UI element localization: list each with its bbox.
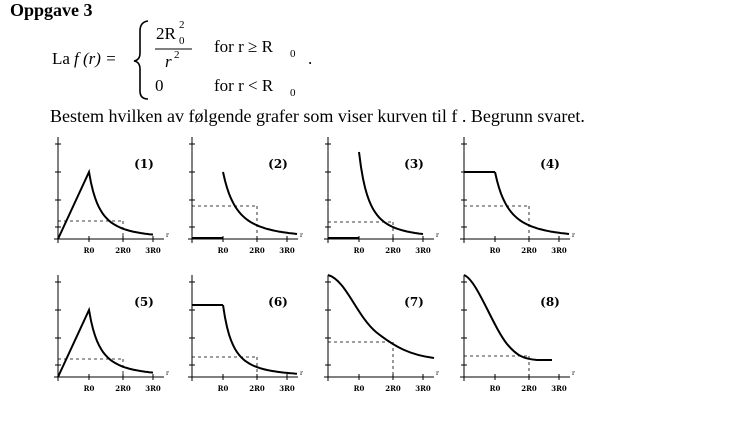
x-tick-label: R0 bbox=[83, 384, 95, 393]
x-tick-label: 2R0 bbox=[249, 384, 265, 393]
case1-condition-sub: 0 bbox=[290, 48, 296, 60]
graph-curve bbox=[495, 172, 569, 234]
graph-4 bbox=[452, 132, 588, 257]
case2-condition-sub: 0 bbox=[290, 87, 296, 99]
x-tick-label: R0 bbox=[353, 384, 365, 393]
definition-end: . bbox=[308, 49, 313, 68]
x-axis-letter: r bbox=[166, 370, 169, 377]
question-prompt: Bestem hvilken av følgende grafer som viser kurven til f . Begrunn svaret. bbox=[50, 106, 585, 126]
x-tick-label: R0 bbox=[489, 384, 501, 393]
x-axis-letter: r bbox=[572, 370, 575, 377]
x-tick-label: 3R0 bbox=[415, 246, 431, 255]
graph-label: (4) bbox=[540, 157, 560, 171]
x-tick-label: 3R0 bbox=[415, 384, 431, 393]
x-tick-label: R0 bbox=[83, 246, 95, 255]
x-axis-letter: r bbox=[436, 232, 439, 239]
x-axis-letter: r bbox=[436, 370, 439, 377]
task-heading: Oppgave 3 bbox=[10, 0, 93, 20]
numerator-sup: 2 bbox=[179, 19, 185, 31]
graph-8 bbox=[452, 270, 588, 395]
x-axis-letter: r bbox=[300, 232, 303, 239]
x-tick-label: R0 bbox=[217, 384, 229, 393]
graph-label: (6) bbox=[268, 295, 288, 309]
graph-label: (5) bbox=[134, 295, 154, 309]
case2-value: 0 bbox=[155, 76, 164, 95]
numerator-sub: 0 bbox=[179, 35, 185, 47]
x-tick-label: 2R0 bbox=[115, 384, 131, 393]
x-tick-label: 3R0 bbox=[145, 246, 161, 255]
x-tick-label: R0 bbox=[353, 246, 365, 255]
x-tick-label: 3R0 bbox=[279, 246, 295, 255]
graph-curve bbox=[328, 275, 434, 358]
definition-intro: La bbox=[52, 49, 70, 68]
denominator: r bbox=[165, 52, 172, 71]
x-tick-label: 3R0 bbox=[551, 246, 567, 255]
x-tick-label: 3R0 bbox=[551, 384, 567, 393]
graph-curve bbox=[58, 172, 153, 239]
x-tick-label: R0 bbox=[217, 246, 229, 255]
case-brace bbox=[134, 21, 148, 99]
graph-5 bbox=[46, 270, 182, 395]
graph-label: (8) bbox=[540, 295, 560, 309]
case2-condition: for r < R bbox=[214, 76, 274, 95]
x-axis-letter: r bbox=[166, 232, 169, 239]
graph-label: (3) bbox=[404, 157, 424, 171]
graph-2 bbox=[180, 132, 316, 257]
x-tick-label: 3R0 bbox=[145, 384, 161, 393]
function-definition bbox=[52, 19, 452, 101]
x-tick-label: R0 bbox=[489, 246, 501, 255]
x-tick-label: 2R0 bbox=[521, 384, 537, 393]
graph-1 bbox=[46, 132, 182, 257]
graph-label: (1) bbox=[134, 157, 154, 171]
graph-curve bbox=[464, 275, 552, 360]
graph-6 bbox=[180, 270, 316, 395]
denominator-sup: 2 bbox=[174, 49, 180, 61]
graph-3 bbox=[316, 132, 452, 257]
graph-curve bbox=[223, 172, 297, 234]
case1-condition: for r ≥ R bbox=[214, 37, 273, 56]
definition-lhs: f (r) = bbox=[74, 49, 117, 68]
x-tick-label: 2R0 bbox=[385, 246, 401, 255]
graph-label: (7) bbox=[404, 295, 424, 309]
graph-7 bbox=[316, 270, 452, 395]
x-tick-label: 3R0 bbox=[279, 384, 295, 393]
x-tick-label: 2R0 bbox=[115, 246, 131, 255]
graph-label: (2) bbox=[268, 157, 288, 171]
graph-curve bbox=[223, 305, 297, 374]
x-tick-label: 2R0 bbox=[249, 246, 265, 255]
x-tick-label: 2R0 bbox=[385, 384, 401, 393]
graph-curve bbox=[58, 310, 153, 377]
numerator-coef: 2R bbox=[156, 24, 176, 43]
x-tick-label: 2R0 bbox=[521, 246, 537, 255]
x-axis-letter: r bbox=[572, 232, 575, 239]
x-axis-letter: r bbox=[300, 370, 303, 377]
